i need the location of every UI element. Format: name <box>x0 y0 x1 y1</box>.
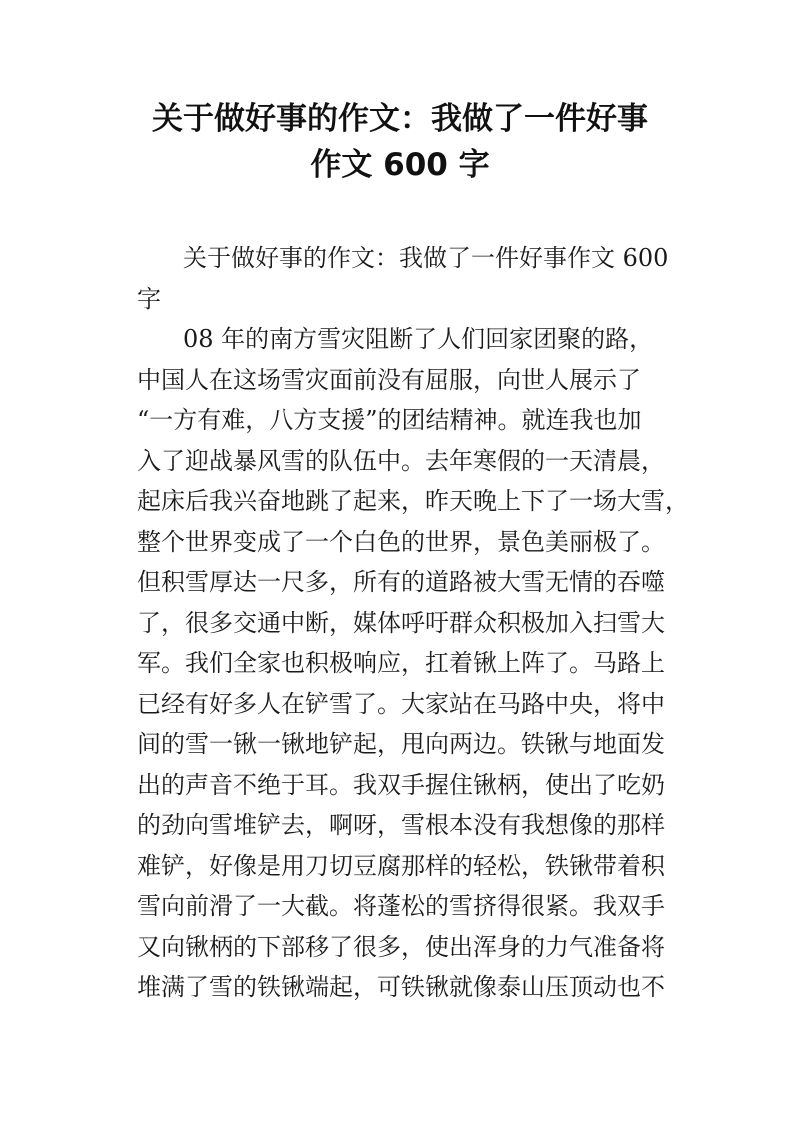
title-line-1: 关于做好事的作文：我做了一件好事 <box>152 101 648 137</box>
body-line: “一方有难，八方支援”的团结精神。就连我也加 <box>137 406 642 434</box>
body-line: 整个世界变成了一个白色的世界，景色美丽极了。 <box>137 527 665 556</box>
body-line: 的劲向雪堆铲去，啊呀，雪根本没有我想像的那样 <box>137 811 665 839</box>
body-line: 08 年的南方雪灾阻断了人们回家团聚的路， <box>183 325 654 353</box>
body-line: 关于做好事的作文：我做了一件好事作文 600 <box>183 244 669 272</box>
body-line: 字 <box>137 284 161 313</box>
body-line: 起床后我兴奋地跳了起来，昨天晚上下了一场大雪， <box>137 487 689 515</box>
body-line: 入了迎战暴风雪的队伍中。去年寒假的一天清晨， <box>137 446 665 475</box>
body-line: 中国人在这场雪灾面前没有屈服，向世人展示了 <box>137 365 641 394</box>
body-line: 间的雪一锹一锹地铲起，甩向两边。铁锹与地面发 <box>137 730 665 758</box>
body-line: 了，很多交通中断，媒体呼吁群众积极加入扫雪大 <box>137 608 665 637</box>
document-body <box>137 238 689 1008</box>
body-line: 堆满了雪的铁锹端起，可铁锹就像泰山压顶动也不 <box>137 973 665 1001</box>
body-line: 又向锹柄的下部移了很多，使出浑身的力气准备将 <box>137 932 665 961</box>
body-line: 但积雪厚达一尺多，所有的道路被大雪无情的吞噬 <box>137 568 665 596</box>
body-line: 军。我们全家也积极响应，扛着锹上阵了。马路上 <box>137 649 665 677</box>
body-line: 雪向前滑了一大截。将蓬松的雪挤得很紧。我双手 <box>137 892 665 920</box>
body-line: 已经有好多人在铲雪了。大家站在马路中央，将中 <box>137 689 665 718</box>
document-title <box>100 96 700 188</box>
body-line: 难铲，好像是用刀切豆腐那样的轻松，铁锹带着积 <box>137 851 665 880</box>
title-line-2: 作文 600 字 <box>310 147 490 183</box>
body-line: 出的声音不绝于耳。我双手握住锹柄，使出了吃奶 <box>137 770 665 799</box>
